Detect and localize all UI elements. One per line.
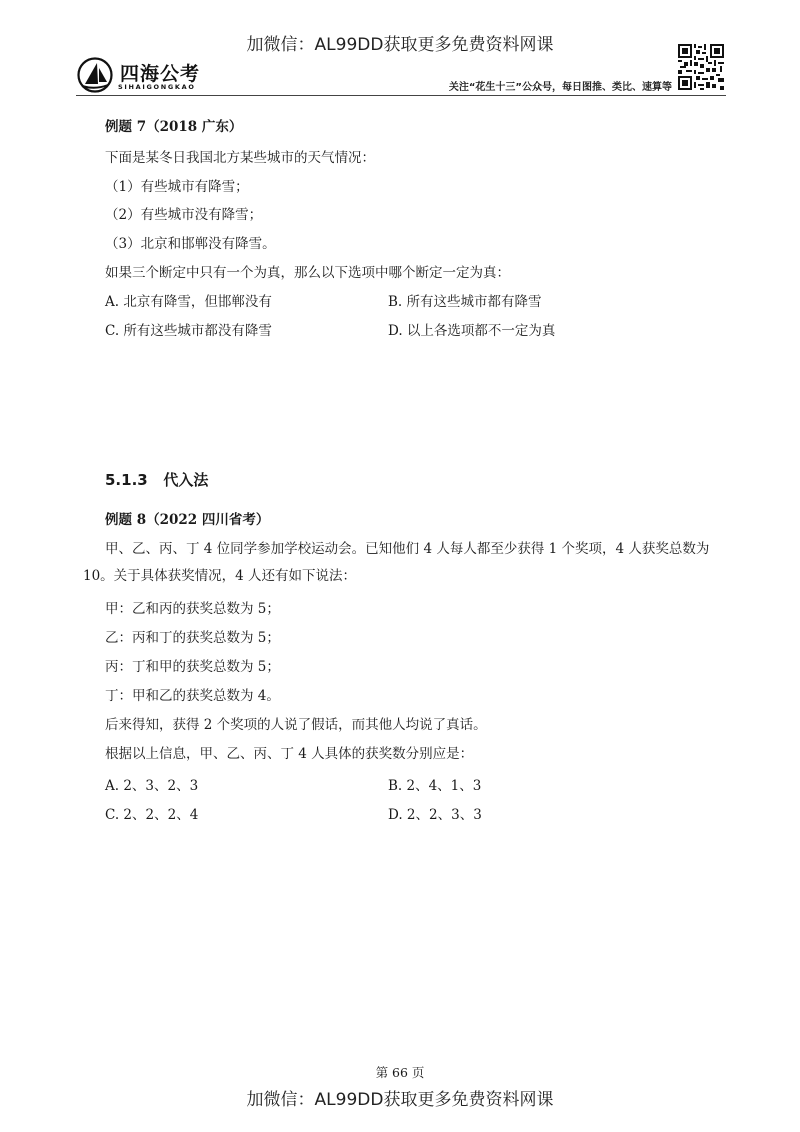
page-number: 第 66 页	[375, 1065, 425, 1080]
example7-title: 例题 7（2018 广东）	[105, 119, 243, 135]
section-number: 5.1.3	[105, 471, 148, 489]
header-divider	[76, 95, 726, 96]
example8-title: 例题 8（2022 四川省考）	[105, 512, 270, 528]
example7-statement-1: （1）有些城市有降雪；	[105, 179, 249, 195]
watermark-top: 加微信：AL99DD获取更多免费资料网课	[246, 35, 554, 55]
example7-option-d: D. 以上各选项都不一定为真	[388, 323, 556, 339]
header-slogan: 关注“花生十三”公众号，每日图推、类比、速算等	[448, 82, 672, 93]
example8-stem: 甲、乙、丙、丁 4 位同学参加学校运动会。已知他们 4 人每人都至少获得 1 个奖项，4 人获奖总数为 10。关于具体获奖情况，4 人还有如下说法：	[83, 541, 710, 584]
example7-option-a: A. 北京有降雪，但邯郸没有	[105, 294, 272, 310]
example7-question: 如果三个断定中只有一个为真，那么以下选项中哪个断定一定为真：	[105, 265, 510, 281]
logo-name: 四海公考	[120, 63, 201, 85]
example8-option-a: A. 2、3、2、3	[105, 778, 199, 794]
section-title: 代入法	[163, 471, 209, 489]
section-heading	[105, 469, 208, 490]
example8-statement-3: 丙：丁和甲的获奖总数为 5；	[105, 659, 280, 675]
sail-logo-icon	[76, 57, 114, 93]
example7-stem: 下面是某冬日我国北方某些城市的天气情况：	[105, 150, 375, 166]
example8-statement-1: 甲：乙和丙的获奖总数为 5；	[105, 601, 280, 617]
example7-statement-3: （3）北京和邯郸没有降雪。	[105, 236, 276, 252]
example8-fact: 后来得知，获得 2 个奖项的人说了假话，而其他人均说了真话。	[105, 717, 487, 733]
example7-statement-2: （2）有些城市没有降雪；	[105, 207, 263, 223]
example8-statement-2: 乙：丙和丁的获奖总数为 5；	[105, 630, 280, 646]
example8-question: 根据以上信息，甲、乙、丙、丁 4 人具体的获奖数分别应是：	[105, 746, 474, 762]
qr-code-icon	[678, 44, 724, 90]
watermark-bottom: 加微信：AL99DD获取更多免费资料网课	[246, 1090, 554, 1110]
example7-option-c: C. 所有这些城市都没有降雪	[105, 323, 272, 339]
example7-option-b: B. 所有这些城市都有降雪	[388, 294, 542, 310]
example8-option-d: D. 2、2、3、3	[388, 807, 482, 823]
example8-statement-4: 丁：甲和乙的获奖总数为 4。	[105, 688, 280, 704]
logo	[76, 57, 236, 97]
logo-subtitle: SIHAIGONGKAO	[118, 83, 196, 91]
example8-option-c: C. 2、2、2、4	[105, 807, 199, 823]
example8-option-b: B. 2、4、1、3	[388, 778, 482, 794]
